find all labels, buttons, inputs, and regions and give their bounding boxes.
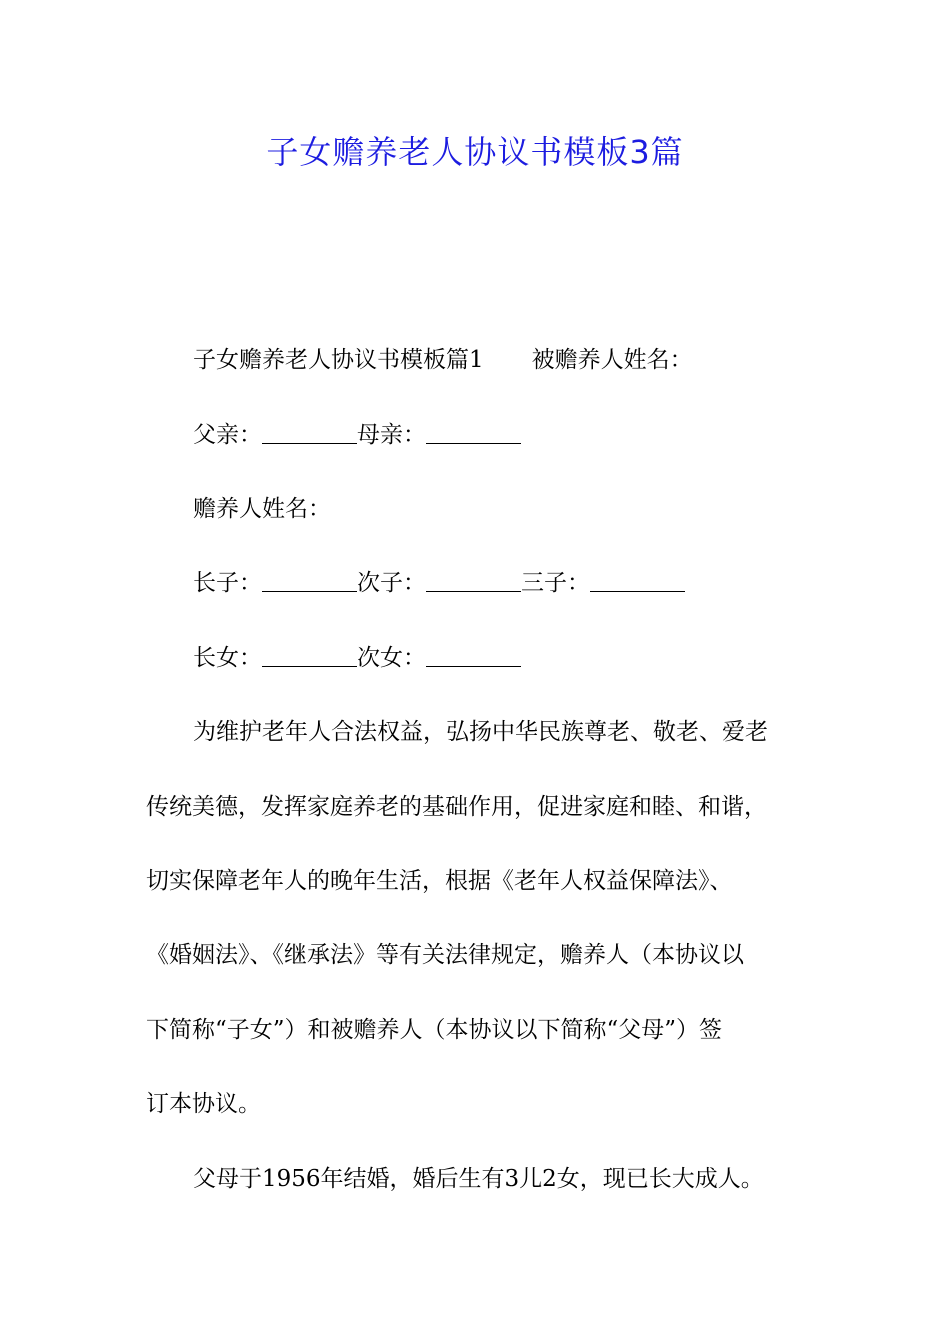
second-daughter-label: 次女： xyxy=(357,645,426,671)
mother-blank[interactable] xyxy=(426,421,521,444)
paragraph1-line-5: 下简称“子女”）和被赡养人（本协议以下简称“父母”）签 xyxy=(146,1017,723,1043)
paragraph1-line-4: 《婚姻法》、《继承法》等有关法律规定，赡养人（本协议以 xyxy=(146,942,744,968)
paragraph1-line-1: 为维护老年人合法权益，弘扬中华民族尊老、敬老、爱老 xyxy=(193,719,768,745)
eldest-son-blank[interactable] xyxy=(262,569,357,592)
supporter-line xyxy=(193,491,331,527)
parents-line xyxy=(193,417,521,453)
document-title: 子女赡养老人协议书模板3篇 xyxy=(266,133,684,171)
third-son-blank[interactable] xyxy=(590,569,685,592)
paragraph1-line-6: 订本协议。 xyxy=(146,1091,261,1117)
supported-person-label: 被赡养人姓名： xyxy=(531,347,693,373)
second-daughter-blank[interactable] xyxy=(426,644,521,667)
paragraph1-line-3: 切实保障老年人的晚年生活，根据《老年人权益保障法》、 xyxy=(146,868,733,894)
eldest-son-label: 长子： xyxy=(193,570,262,596)
sons-line xyxy=(193,565,685,601)
paragraph1-line-2: 传统美德，发挥家庭养老的基础作用，促进家庭和睦、和谐， xyxy=(146,794,767,820)
supporter-label: 赡养人姓名： xyxy=(193,496,331,522)
eldest-daughter-blank[interactable] xyxy=(262,644,357,667)
mother-label: 母亲： xyxy=(357,422,426,448)
paragraph2: 父母于1956年结婚，婚后生有3儿2女，现已长大成人。 xyxy=(193,1166,764,1192)
eldest-daughter-label: 长女： xyxy=(193,645,262,671)
second-son-label: 次子： xyxy=(357,570,426,596)
section-heading-line xyxy=(193,342,693,378)
father-label: 父亲： xyxy=(193,422,262,448)
daughters-line xyxy=(193,640,521,676)
father-blank[interactable] xyxy=(262,421,357,444)
second-son-blank[interactable] xyxy=(426,569,521,592)
section-heading: 子女赡养老人协议书模板篇1 xyxy=(193,347,484,373)
third-son-label: 三子： xyxy=(521,570,590,596)
